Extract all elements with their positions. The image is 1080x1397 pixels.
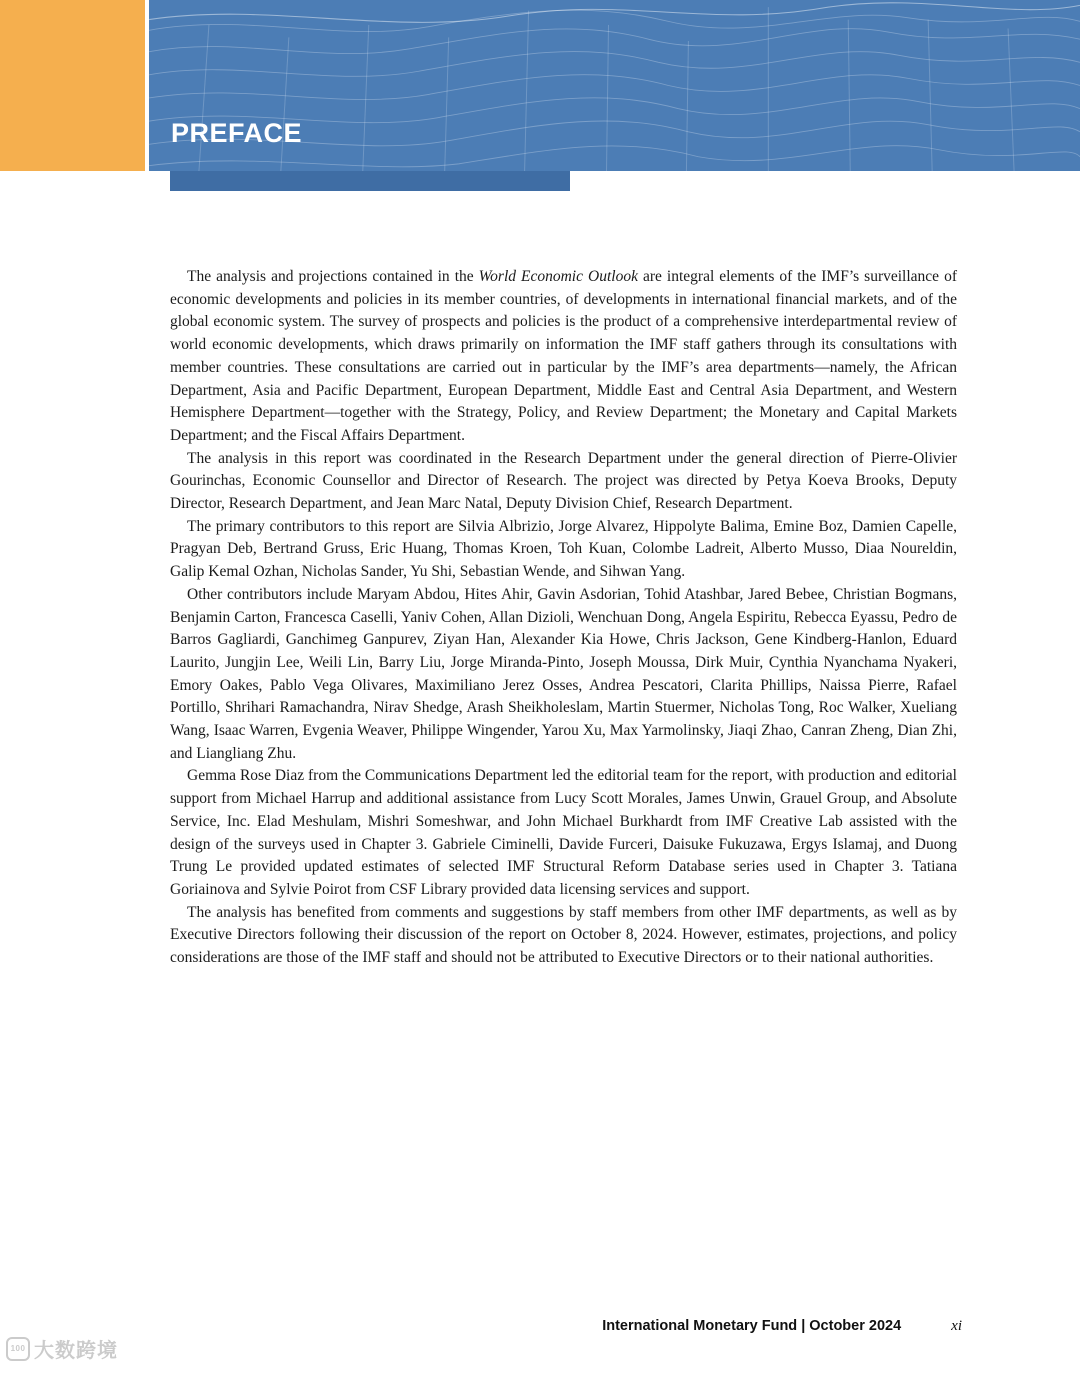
orange-accent-band bbox=[0, 0, 145, 171]
page-footer bbox=[170, 1318, 962, 1335]
page-number: xi bbox=[951, 1318, 962, 1334]
watermark-logo-icon: 100 bbox=[6, 1337, 30, 1361]
watermark bbox=[6, 1334, 118, 1363]
header-banner bbox=[149, 0, 1080, 171]
preface-body bbox=[170, 266, 957, 970]
paragraph-4: Other contributors include Maryam Abdou, Hites Ahir, Gavin Asdorian, Tohid Atashbar, Jared Bebee, Christian Bogmans, Benjamin Carton, Francesca Caselli, Yaniv Cohen, Allan Dizioli, Wenchuan Dong, Angela Espiritu, Rebecca Eyassu, Pedro de Barros Gagliardi, Ganchimeg Ganpurev, Ziyan Han, Alexander Kia Howe, Chris Jackson, Gene Kindberg-Hanlon, Eduard Laurito, Jungjin Lee, Weili Lin, Barry Liu, Jorge Miranda-Pinto, Joseph Moussa, Dirk Muir, Cynthia Nyanchama Nyakeri, Emory Oakes, Pablo Vega Olivares, Maximiliano Jerez Osses, Andrea Pescatori, Clarita Phillips, Naissa Pierre, Rafael Portillo, Shrihari Ramachandra, Nirav Shedge, Arash Sheikholeslam, Martin Stuermer, Nicholas Tong, Roc Walker, Xueliang Wang, Isaac Warren, Evgenia Weaver, Philippe Wingender, Yarou Xu, Max Yarmolinsky, Jiaqi Zhao, Canran Zheng, Dian Zhi, and Liangliang Zhu. bbox=[170, 585, 957, 762]
paragraph-1-text: The analysis and projections contained in the bbox=[187, 268, 479, 285]
paragraph-1-text-cont: are integral elements of the IMF’s surveillance of economic developments and policies in its member countries, of developments in international financial markets, and of the global economic system. The survey of prospects and policies is the product of a comprehensive interdepartmental review of world economic developments, which draws primarily on information the IMF staff gathers through its consultations with member countries. These consultations are carried out in particular by the IMF’s area departments—namely, the African Department, Asia and Pacific Department, European Department, Middle East and Central Asia Department, and Western Hemisphere Department—together with the Strategy, Policy, and Review Department; the Monetary and Capital Markets Department; and the Fiscal Affairs Department. bbox=[170, 268, 957, 444]
header-banner-substrip bbox=[170, 171, 570, 191]
paragraph-6: The analysis has benefited from comments and suggestions by staff members from other IMF departments, as well as by Executive Directors following their discussion of the report on October 8, 2024. However, estimates, projections, and policy considerations are those of the IMF staff and should not be attributed to Executive Directors or to their national authorities. bbox=[170, 903, 957, 967]
paragraph-1 bbox=[170, 266, 957, 448]
paragraph-5: Gemma Rose Diaz from the Communications Department led the editorial team for the report, with production and editorial support from Michael Harrup and additional assistance from Lucy Scott Morales, James Unwin, Grauel Group, and Absolute Service, Inc. Elad Meshulam, Mishri Someshwar, and John Michael Burkhardt from IMF Creative Lab assisted with the design of the surveys used in Chapter 3. Gabriele Ciminelli, Davide Furceri, Daisuke Fukuzawa, Ergys Islamaj, and Duong Trung Le provided updated estimates of selected IMF Structural Reform Database series used in Chapter 3. Tatiana Goriainova and Sylvie Poirot from CSF Library provided data licensing services and support. bbox=[170, 767, 957, 898]
paragraph-3: The primary contributors to this report are Silvia Albrizio, Jorge Alvarez, Hippolyte Balima, Emine Boz, Damien Capelle, Pragyan Deb, Bertrand Gruss, Eric Huang, Thomas Kroen, Toh Kuan, Colombe Ladreit, Alberto Musso, Diaa Noureldin, Galip Kemal Ozhan, Nicholas Sander, Yu Shi, Sebastian Wende, and Sihwan Yang. bbox=[170, 517, 957, 581]
report-title-italic: World Economic Outlook bbox=[478, 268, 638, 285]
watermark-text: 大数跨境 bbox=[34, 1340, 118, 1362]
paragraph-2: The analysis in this report was coordinated in the Research Department under the general direction of Pierre-Olivier Gourinchas, Economic Counsellor and Director of Research. The project was directed by Petya Koeva Brooks, Deputy Director, Research Department, and Jean Marc Natal, Deputy Division Chief, Research Department. bbox=[170, 449, 957, 513]
footer-publisher: International Monetary Fund | October 2024 bbox=[602, 1318, 902, 1334]
page-title: PREFACE bbox=[171, 118, 303, 148]
